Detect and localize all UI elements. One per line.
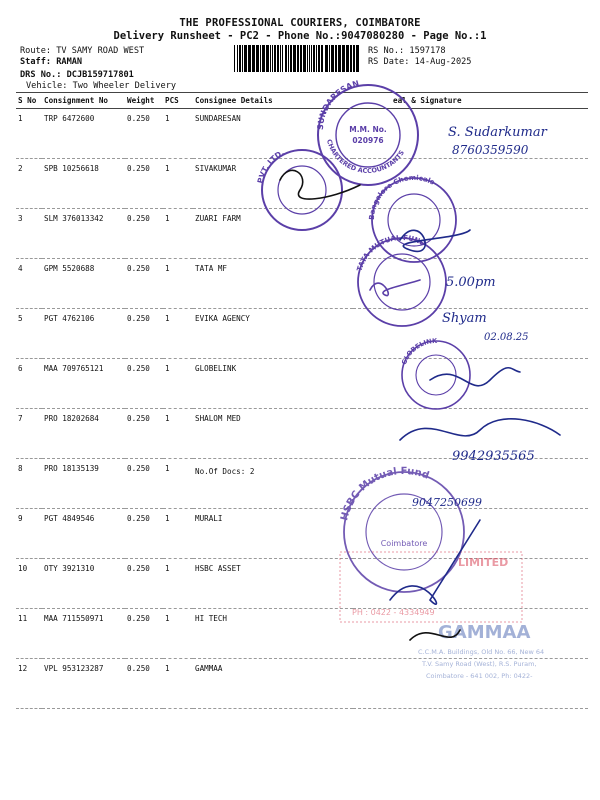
cell-pcs <box>163 659 193 709</box>
cell-sno <box>16 659 42 709</box>
rs-number: RS No.: 1597178 <box>368 46 446 56</box>
cell-weight <box>125 559 163 609</box>
cell-signature <box>353 309 588 359</box>
cell-pcs-text: 1 <box>165 614 170 623</box>
cell-consignee-text: SUNDARESAN <box>195 114 241 123</box>
barcode-bar <box>342 45 345 72</box>
cell-signature <box>353 659 588 709</box>
cell-consignee-text: GLOBELINK <box>195 364 237 373</box>
cell-pcs-text: 1 <box>165 564 170 573</box>
barcode-bar <box>239 45 241 72</box>
cell-consignment-no-text: VPL 953123287 <box>44 664 104 673</box>
signature-name: S. Sudarkumar <box>448 125 547 140</box>
table-row <box>16 659 588 709</box>
table-row <box>16 209 588 259</box>
cell-pcs <box>163 259 193 309</box>
stamp5-text: GLOBELINK <box>399 336 438 366</box>
cell-consignment-no <box>42 159 125 209</box>
col-header-consignee: Consignee Details <box>193 93 353 109</box>
barcode-bar <box>285 45 287 72</box>
cell-weight-text: 0.250 <box>127 314 150 323</box>
barcode-bar <box>290 45 292 72</box>
staff-line <box>20 57 82 67</box>
table-row <box>16 159 588 209</box>
cell-pcs <box>163 609 193 659</box>
cell-sno-text: 2 <box>18 164 23 173</box>
col-header-weight: Weight <box>125 93 163 109</box>
cell-consignment-no-text: PGT 4849546 <box>44 514 95 523</box>
cell-signature <box>353 409 588 459</box>
barcode-bar <box>242 45 243 72</box>
cell-consignment-no <box>42 609 125 659</box>
cell-pcs-text: 1 <box>165 264 170 273</box>
barcode-bar <box>356 45 359 72</box>
drs-label: DRS No.: <box>20 70 62 80</box>
cell-consignee-text: GAMMAA <box>195 664 223 673</box>
barcode-bar <box>338 45 341 72</box>
cell-sno-text: 1 <box>18 114 23 123</box>
stamp8-line2: T.V. Samy Road (West), R.S. Puram, <box>422 660 537 668</box>
consignee-note: No.Of Docs: 2 <box>195 467 255 476</box>
cell-weight <box>125 609 163 659</box>
cell-pcs-text: 1 <box>165 314 170 323</box>
cell-weight <box>125 659 163 709</box>
cell-sno-text: 10 <box>18 564 28 573</box>
stamp8-line3: Coimbatore - 641 002, Ph: 0422- <box>426 672 533 680</box>
cell-pcs-text: 1 <box>165 664 170 673</box>
cell-consignee-text: SIVAKUMAR <box>195 164 237 173</box>
drs-line <box>20 70 134 80</box>
cell-consignment-no <box>42 109 125 159</box>
col-header-signature: eal & Signature <box>353 93 588 109</box>
barcode-bar <box>266 45 269 72</box>
table-row <box>16 609 588 659</box>
cell-sno <box>16 359 42 409</box>
cell-pcs-text: 1 <box>165 214 170 223</box>
cell-pcs-text: 1 <box>165 164 170 173</box>
stamp7-phone: PH : 0422 - 4334949 <box>352 608 435 617</box>
cell-signature <box>353 459 588 509</box>
runsheet-table <box>16 92 588 709</box>
barcode-bar <box>346 45 349 72</box>
barcode-bar <box>313 45 315 72</box>
cell-sno <box>16 509 42 559</box>
cell-weight <box>125 409 163 459</box>
barcode-bar <box>318 45 320 72</box>
cell-consignee <box>193 409 353 459</box>
table-row <box>16 359 588 409</box>
vehicle-text: Vehicle: Two Wheeler Delivery <box>26 81 177 91</box>
cell-sno-text: 6 <box>18 364 23 373</box>
cell-pcs <box>163 509 193 559</box>
cell-signature <box>353 259 588 309</box>
table-row <box>16 509 588 559</box>
cell-pcs-text: 1 <box>165 464 170 473</box>
cell-consignee <box>193 259 353 309</box>
cell-pcs <box>163 309 193 359</box>
table-header-row <box>16 93 588 109</box>
cell-sno-text: 3 <box>18 214 23 223</box>
barcode-bar <box>353 45 355 72</box>
barcode-bar <box>307 45 308 72</box>
table-row <box>16 309 588 359</box>
barcode-bar <box>321 45 323 72</box>
barcode-bar <box>288 45 289 72</box>
table-row <box>16 559 588 609</box>
cell-sno-text: 11 <box>18 614 28 623</box>
cell-weight <box>125 259 163 309</box>
cell-consignment-no <box>42 259 125 309</box>
barcode-bar <box>325 45 328 72</box>
cell-pcs <box>163 209 193 259</box>
cell-consignee <box>193 659 353 709</box>
cell-consignment-no-text: GPM 5520688 <box>44 264 95 273</box>
route-text: Route: TV SAMY ROAD WEST <box>20 46 145 56</box>
cell-weight-text: 0.250 <box>127 264 150 273</box>
cell-pcs <box>163 559 193 609</box>
cell-pcs <box>163 459 193 509</box>
cell-sno <box>16 109 42 159</box>
cell-pcs-text: 1 <box>165 114 170 123</box>
cell-consignee <box>193 309 353 359</box>
cell-consignee <box>193 359 353 409</box>
barcode-bar <box>311 45 312 72</box>
cell-pcs-text: 1 <box>165 364 170 373</box>
stamp6-city: Coimbatore <box>380 539 428 548</box>
cell-weight-text: 0.250 <box>127 164 150 173</box>
barcode-bar <box>252 45 255 72</box>
cell-consignment-no <box>42 459 125 509</box>
cell-consignee-text: EVIKA AGENCY <box>195 314 250 323</box>
barcode-bar <box>244 45 247 72</box>
barcode-bar <box>234 45 235 72</box>
table-row <box>16 259 588 309</box>
cell-sno <box>16 159 42 209</box>
cell-pcs <box>163 109 193 159</box>
cell-consignment-no <box>42 409 125 459</box>
stamp1-top-text: SUNDARESAN <box>315 78 361 131</box>
barcode-bar <box>316 45 317 72</box>
barcode-bar <box>297 45 299 72</box>
cell-weight-text: 0.250 <box>127 114 150 123</box>
cell-sno-text: 8 <box>18 464 23 473</box>
col-header-pcs: PCS <box>163 93 193 109</box>
cell-consignment-no <box>42 659 125 709</box>
cell-consignee-text: MURALI <box>195 514 223 523</box>
cell-weight <box>125 509 163 559</box>
barcode-bar <box>248 45 251 72</box>
barcode-bar <box>331 45 334 72</box>
cell-sno-text: 12 <box>18 664 28 673</box>
cell-consignee <box>193 559 353 609</box>
col-header-sno: S No <box>16 93 42 109</box>
company-title: THE PROFESSIONAL COURIERS, COIMBATORE <box>179 17 421 29</box>
stamp8-line1: C.C.M.A. Buildings, Old No. 66, New 64 <box>418 648 545 656</box>
cell-consignee <box>193 509 353 559</box>
cell-signature <box>353 159 588 209</box>
cell-signature <box>353 559 588 609</box>
cell-sno-text: 4 <box>18 264 23 273</box>
cell-weight <box>125 209 163 259</box>
barcode-bar <box>293 45 296 72</box>
cell-consignee-text: TATA MF <box>195 264 228 273</box>
cell-sno <box>16 309 42 359</box>
cell-consignee <box>193 109 353 159</box>
date-note: 02.08.25 <box>484 332 529 343</box>
cell-consignment-no-text: MAA 709765121 <box>44 364 104 373</box>
col-header-consignment: Consignment No <box>42 93 125 109</box>
phone-note-2: 9942935565 <box>452 449 535 464</box>
cell-consignment-no-text: SLM 376013342 <box>44 214 104 223</box>
cell-consignment-no <box>42 509 125 559</box>
cell-consignment-no-text: PRO 18135139 <box>44 464 99 473</box>
barcode-bar <box>260 45 261 72</box>
stamp8-brand: GAMMAA <box>438 622 531 643</box>
cell-consignment-no <box>42 359 125 409</box>
cell-sno-text: 7 <box>18 414 23 423</box>
stamp2-text: PVT. LTD. <box>255 147 286 185</box>
cell-weight-text: 0.250 <box>127 564 150 573</box>
stamp1-number: 020976 <box>352 136 384 145</box>
stamp4-text: TATA MUTUAL FUND <box>355 233 427 273</box>
cell-weight-text: 0.250 <box>127 664 150 673</box>
cell-signature <box>353 209 588 259</box>
stamp1-bottom-text: CHARTERED ACCOUNTANTS <box>325 138 406 175</box>
stamp3-text: Bangalore Chemicals <box>367 173 436 221</box>
cell-consignee-text: HI TECH <box>195 614 228 623</box>
cell-consignment-no <box>42 309 125 359</box>
barcode-bar <box>277 45 279 72</box>
cell-consignment-no-text: PGT 4762106 <box>44 314 95 323</box>
cell-weight-text: 0.250 <box>127 514 150 523</box>
cell-pcs <box>163 409 193 459</box>
stamp1-mid-text: M.M. No. <box>349 125 387 134</box>
cell-consignment-no-text: MAA 711550971 <box>44 614 104 623</box>
cell-consignment-no-text: SPB 10256618 <box>44 164 99 173</box>
cell-sno <box>16 259 42 309</box>
cell-pcs-text: 1 <box>165 414 170 423</box>
cell-weight-text: 0.250 <box>127 214 150 223</box>
staff-value: RAMAN <box>56 57 83 67</box>
cell-weight <box>125 309 163 359</box>
name-note: Shyam <box>442 311 487 326</box>
phone-note-3: 9047250699 <box>412 496 482 509</box>
cell-consignment-no-text: PRO 18202684 <box>44 414 99 423</box>
rs-date: RS Date: 14-Aug-2025 <box>368 57 472 67</box>
barcode-bar <box>274 45 276 72</box>
cell-consignee <box>193 209 353 259</box>
cell-sno <box>16 459 42 509</box>
cell-weight <box>125 459 163 509</box>
cell-consignee <box>193 609 353 659</box>
cell-pcs <box>163 159 193 209</box>
runsheet-subtitle: Delivery Runsheet - PC2 - Phone No.:9047080280 - Page No.:1 <box>113 30 487 42</box>
table-row <box>16 109 588 159</box>
cell-sno-text: 9 <box>18 514 23 523</box>
cell-consignment-no-text: TRP 6472600 <box>44 114 95 123</box>
cell-consignee-text: HSBC ASSET <box>195 564 241 573</box>
barcode-bar <box>309 45 310 72</box>
cell-weight-text: 0.250 <box>127 614 150 623</box>
barcode-bar <box>237 45 238 72</box>
cell-weight-text: 0.250 <box>127 364 150 373</box>
barcode-bar <box>270 45 271 72</box>
cell-sno <box>16 559 42 609</box>
cell-consignment-no <box>42 559 125 609</box>
barcode-bar <box>256 45 259 72</box>
cell-sno <box>16 609 42 659</box>
cell-consignment-no-text: OTY 3921310 <box>44 564 95 573</box>
barcode-bar <box>300 45 302 72</box>
cell-sno <box>16 209 42 259</box>
cell-consignment-no <box>42 209 125 259</box>
cell-pcs <box>163 359 193 409</box>
barcode-bar <box>282 45 283 72</box>
cell-consignee-text: SHALOM MED <box>195 414 241 423</box>
cell-consignee-text: ZUARI FARM <box>195 214 241 223</box>
table-row <box>16 459 588 509</box>
cell-consignee <box>193 459 353 509</box>
signature-phone: 8760359590 <box>452 143 529 157</box>
barcode-bar <box>272 45 273 72</box>
cell-weight-text: 0.250 <box>127 414 150 423</box>
cell-signature <box>353 359 588 409</box>
barcode-bar <box>335 45 337 72</box>
cell-pcs-text: 1 <box>165 514 170 523</box>
cell-sno-text: 5 <box>18 314 23 323</box>
cell-weight <box>125 359 163 409</box>
barcode-bar <box>280 45 281 72</box>
cell-weight <box>125 159 163 209</box>
stamp6-text: HSBC Mutual Fund <box>339 465 431 522</box>
barcode-bar <box>262 45 265 72</box>
barcode-bar <box>303 45 306 72</box>
stamp7-text: LIMITED <box>458 556 509 569</box>
barcode-bar <box>350 45 352 72</box>
cell-weight <box>125 109 163 159</box>
drs-value: DCJB159717801 <box>66 70 134 80</box>
time-note: 5.00pm <box>446 275 496 290</box>
barcode-bar <box>329 45 330 72</box>
cell-weight-text: 0.250 <box>127 464 150 473</box>
staff-label: Staff: <box>20 57 52 67</box>
cell-consignee <box>193 159 353 209</box>
cell-signature <box>353 609 588 659</box>
barcode <box>234 45 362 72</box>
table-row <box>16 409 588 459</box>
cell-signature <box>353 509 588 559</box>
cell-signature <box>353 109 588 159</box>
cell-sno <box>16 409 42 459</box>
